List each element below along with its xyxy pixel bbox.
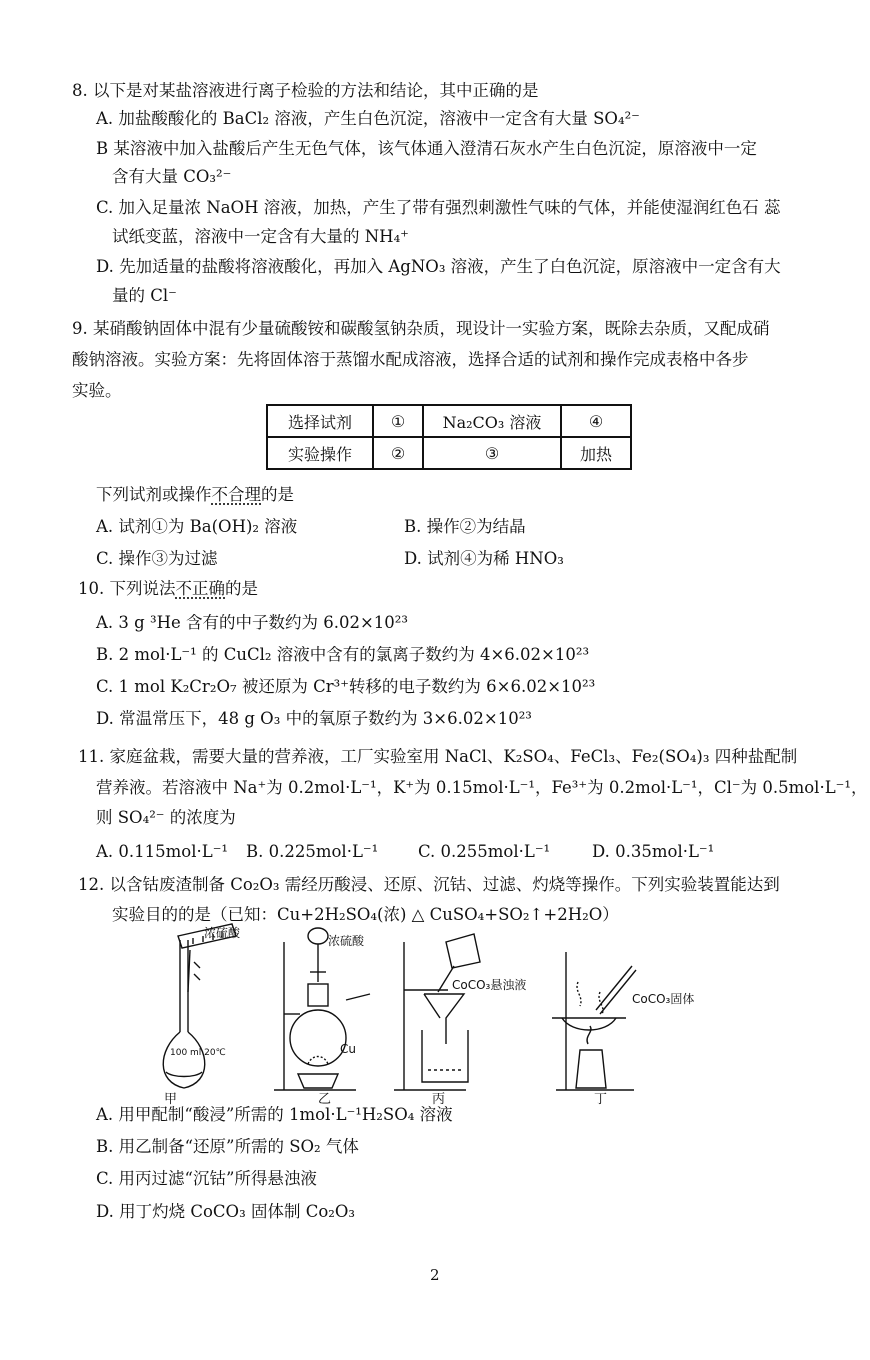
q10-option-c: C. 1 mol K₂Cr₂O₇ 被还原为 Cr³⁺转移的电子数约为 6×6.02×10²³ <box>96 677 596 696</box>
q11-stem-3: 则 SO₄²⁻ 的浓度为 <box>96 808 236 827</box>
q10-stem <box>78 578 258 600</box>
q9-stem-1: 9. 某硝酸钠固体中混有少量硫酸铵和碳酸氢钠杂质，现设计一实验方案，既除去杂质，又配成硝 <box>72 319 770 338</box>
table-cell: ② <box>373 437 423 469</box>
fig-caption-yi: 乙 <box>318 1092 332 1107</box>
table-cell: 选择试剂 <box>267 405 373 437</box>
q8-option-c: C. 加入足量浓 NaOH 溶液，加热，产生了带有强烈刺激性气味的气体，并能使湿润红色石 蕊 <box>96 198 781 217</box>
table-row <box>267 405 631 437</box>
q10-stem-suffix: 的是 <box>225 579 258 598</box>
q8-option-a: A. 加盐酸酸化的 BaCl₂ 溶液，产生白色沉淀，溶液中一定含有大量 SO₄²⁻ <box>96 109 640 128</box>
q12-stem-1: 12. 以含钴废渣制备 Co₂O₃ 需经历酸浸、还原、沉钴、过滤、灼烧等操作。下列实验装置能达到 <box>78 875 780 894</box>
q11-stem-1: 11. 家庭盆栽，需要大量的营养液，工厂实验室用 NaCl、K₂SO₄、FeCl₃、Fe₂(SO₄)₃ 四种盐配制 <box>78 747 798 766</box>
q8-option-b: B 某溶液中加入盐酸后产生无色气体，该气体通入澄清石灰水产生白色沉淀，原溶液中一定 <box>96 139 757 158</box>
q12-option-a: A. 用甲配制“酸浸”所需的 1mol·L⁻¹H₂SO₄ 溶液 <box>96 1105 453 1124</box>
q9-option-c: C. 操作③为过滤 <box>96 549 218 568</box>
q10-option-a: A. 3 g ³He 含有的中子数约为 6.02×10²³ <box>96 613 409 632</box>
q10-option-d: D. 常温常压下，48 g O₃ 中的氧原子数约为 3×6.02×10²³ <box>96 709 532 728</box>
table-cell: ① <box>373 405 423 437</box>
q12-option-c: C. 用丙过滤“沉钴”所得悬浊液 <box>96 1169 317 1188</box>
fig-caption-ding: 丁 <box>594 1092 608 1107</box>
q10-stem-emphasis: 不正确 <box>175 579 225 598</box>
table-row <box>267 437 631 469</box>
q9-option-d: D. 试剂④为稀 HNO₃ <box>404 549 564 568</box>
label-suspension: CoCO₃悬浊液 <box>452 978 527 992</box>
page-number: 2 <box>430 1266 440 1284</box>
q11-option-d: D. 0.35mol·L⁻¹ <box>592 842 715 861</box>
q11-option-b: B. 0.225mol·L⁻¹ <box>246 842 379 861</box>
fig-caption-jia: 甲 <box>164 1092 178 1107</box>
apparatus-figures <box>148 922 708 1100</box>
table-cell: ④ <box>561 405 631 437</box>
table-cell: 实验操作 <box>267 437 373 469</box>
gas-generator-yi <box>274 928 370 1090</box>
q9-ask-suffix: 的是 <box>261 485 294 504</box>
q9-stem-3: 实验。 <box>72 381 122 400</box>
q9-option-a: A. 试剂①为 Ba(OH)₂ 溶液 <box>96 517 298 536</box>
q12-option-d: D. 用丁灼烧 CoCO₃ 固体制 Co₂O₃ <box>96 1202 356 1221</box>
q11-option-c: C. 0.255mol·L⁻¹ <box>418 842 551 861</box>
table-cell: ③ <box>423 437 561 469</box>
ignition-ding <box>552 952 636 1090</box>
label-conc-acid-1: 浓硫酸 <box>204 926 241 940</box>
apparatus-drawing <box>148 922 708 1100</box>
q8-stem: 8. 以下是对某盐溶液进行离子检验的方法和结论，其中正确的是 <box>72 81 539 100</box>
q8-option-d: D. 先加适量的盐酸将溶液酸化，再加入 AgNO₃ 溶液，产生了白色沉淀，原溶液中一定含有大 <box>96 257 781 276</box>
q12-stem-2: 实验目的的是（已知：Cu+2H₂SO₄(浓) △ CuSO₄+SO₂↑+2H₂O） <box>112 905 619 924</box>
q10-stem-prefix: 10. 下列说法 <box>78 579 176 598</box>
q9-reagent-table <box>266 404 632 470</box>
q12-option-b: B. 用乙制备“还原”所需的 SO₂ 气体 <box>96 1137 359 1156</box>
q9-ask <box>96 484 294 506</box>
q9-ask-prefix: 下列试剂或操作 <box>96 485 212 504</box>
q9-option-b: B. 操作②为结晶 <box>404 517 526 536</box>
label-flask-volume: 100 ml 20℃ <box>170 1048 226 1058</box>
q8-option-b-cont: 含有大量 CO₃²⁻ <box>112 167 232 186</box>
q9-stem-2: 酸钠溶液。实验方案：先将固体溶于蒸馏水配成溶液，选择合适的试剂和操作完成表格中各步 <box>72 350 749 369</box>
label-cu: Cu <box>340 1042 356 1056</box>
label-solid: CoCO₃固体 <box>632 992 695 1006</box>
filtration-bing <box>394 934 480 1090</box>
label-conc-acid-2: 浓硫酸 <box>328 934 365 948</box>
q11-option-a: A. 0.115mol·L⁻¹ <box>96 842 229 861</box>
q9-ask-emphasis: 不合理 <box>211 485 261 504</box>
flask-apparatus-jia <box>163 924 236 1088</box>
q10-option-b: B. 2 mol·L⁻¹ 的 CuCl₂ 溶液中含有的氯离子数约为 4×6.02×10²³ <box>96 645 590 664</box>
q8-option-d-cont: 量的 Cl⁻ <box>112 286 177 305</box>
table-cell: Na₂CO₃ 溶液 <box>423 405 561 437</box>
fig-caption-bing: 丙 <box>432 1092 446 1107</box>
table-cell: 加热 <box>561 437 631 469</box>
q11-stem-2: 营养液。若溶液中 Na⁺为 0.2mol·L⁻¹，K⁺为 0.15mol·L⁻¹，Fe³⁺为 0.2mol·L⁻¹，Cl⁻为 0.5mol·L⁻¹， <box>96 778 868 797</box>
q8-option-c-cont: 试纸变蓝，溶液中一定含有大量的 NH₄⁺ <box>112 227 409 246</box>
